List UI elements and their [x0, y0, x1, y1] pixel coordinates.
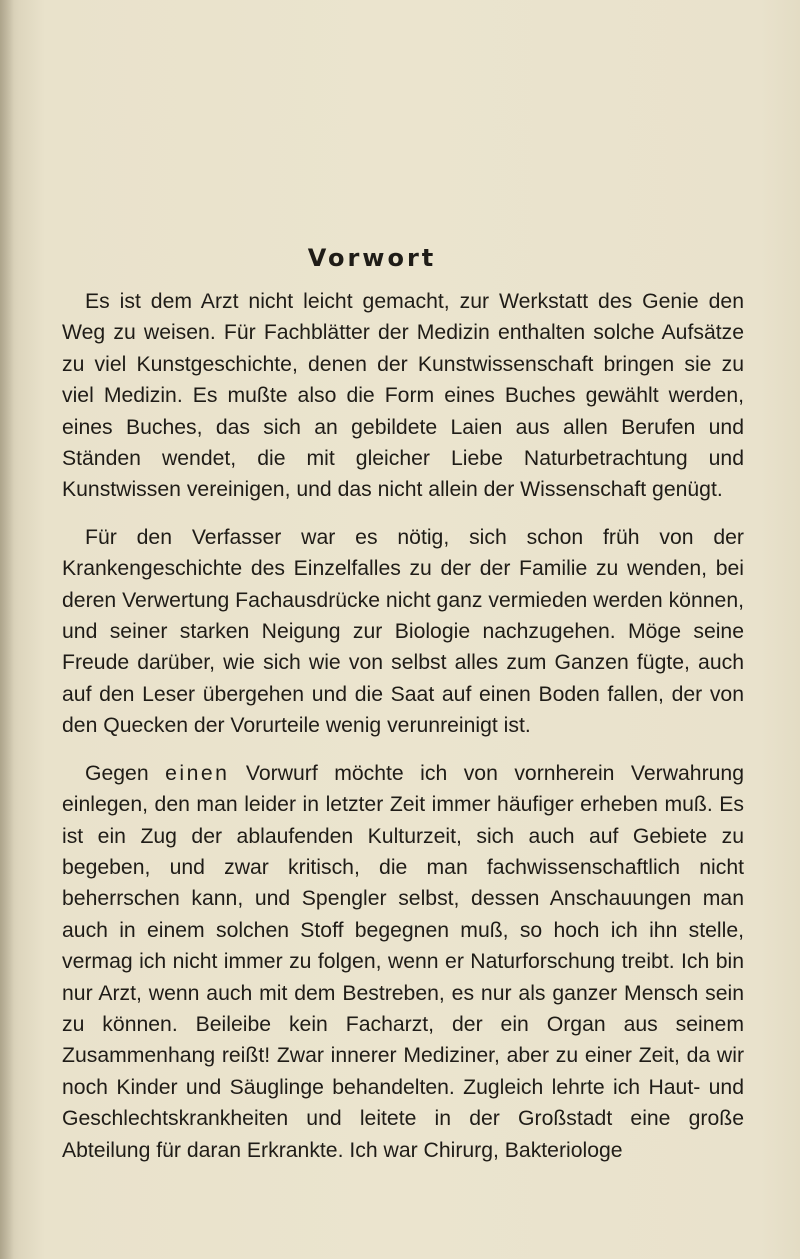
paragraph-3	[62, 758, 744, 1166]
body-text	[62, 286, 744, 1166]
page-title: Vorwort	[307, 244, 437, 272]
paragraph-3-rest: Vorwurf möchte ich von vornherein Verwahrung einlegen, den man leider in letzter Zeit immer häufiger erheben muß. Es ist ein Zug der ablaufenden Kulturzeit, sich auch auf Gebiete zu begeben, und zwar kritisch, die man fachwissenschaftlich nicht beherrschen kann, und Spengler selbst, dessen Anschauungen man auch in einem solchen Stoff begegnen muß, so hoch ich ihn stelle, vermag ich nicht immer zu folgen, wenn er Naturforschung treibt. Ich bin nur Arzt, wenn auch mit dem Bestreben, es nur als ganzer Mensch sein zu können. Beileibe kein Facharzt, der ein Organ aus seinem Zusammenhang reißt! Zwar innerer Mediziner, aber zu einer Zeit, da wir noch Kinder und Säuglinge behandelten. Zugleich lehrte ich Haut- und Geschlechtskrankheiten und leitete in der Großstadt eine große Abteilung für daran Erkrankte. Ich war Chirurg, Bakteriologe	[62, 761, 744, 1162]
paragraph-2: Für den Verfasser war es nötig, sich schon früh von der Krankengeschichte des Einzelfalles zu der der Familie zu wenden, bei deren Verwertung Fachausdrücke nicht ganz vermieden werden können, und seiner starken Neigung zur Biologie nachzugehen. Möge seine Freude darüber, wie sich wie von selbst alles zum Ganzen fügte, auch auf den Leser übergehen und die Saat auf einen Boden fallen, der von den Quecken der Vorurteile wenig verunreinigt ist.	[62, 525, 744, 738]
paragraph-3-start: Gegen	[85, 761, 166, 785]
paragraph-1: Es ist dem Arzt nicht leicht gemacht, zur Werkstatt des Genie den Weg zu weisen. Für Fachblätter der Medizin enthalten solche Aufsätze zu viel Kunstgeschichte, denen der Kunstwissenschaft bringen sie zu viel Medizin. Es mußte also die Form eines Buches gewählt werden, eines Buches, das sich an gebildete Laien aus allen Berufen und Ständen wendet, die mit gleicher Liebe Naturbetrachtung und Kunstwissen vereinigen, und das nicht allein der Wissenschaft genügt.	[62, 290, 744, 502]
page-gutter-shadow	[0, 0, 14, 1259]
paragraph-3-emphasis: einen	[165, 761, 230, 785]
